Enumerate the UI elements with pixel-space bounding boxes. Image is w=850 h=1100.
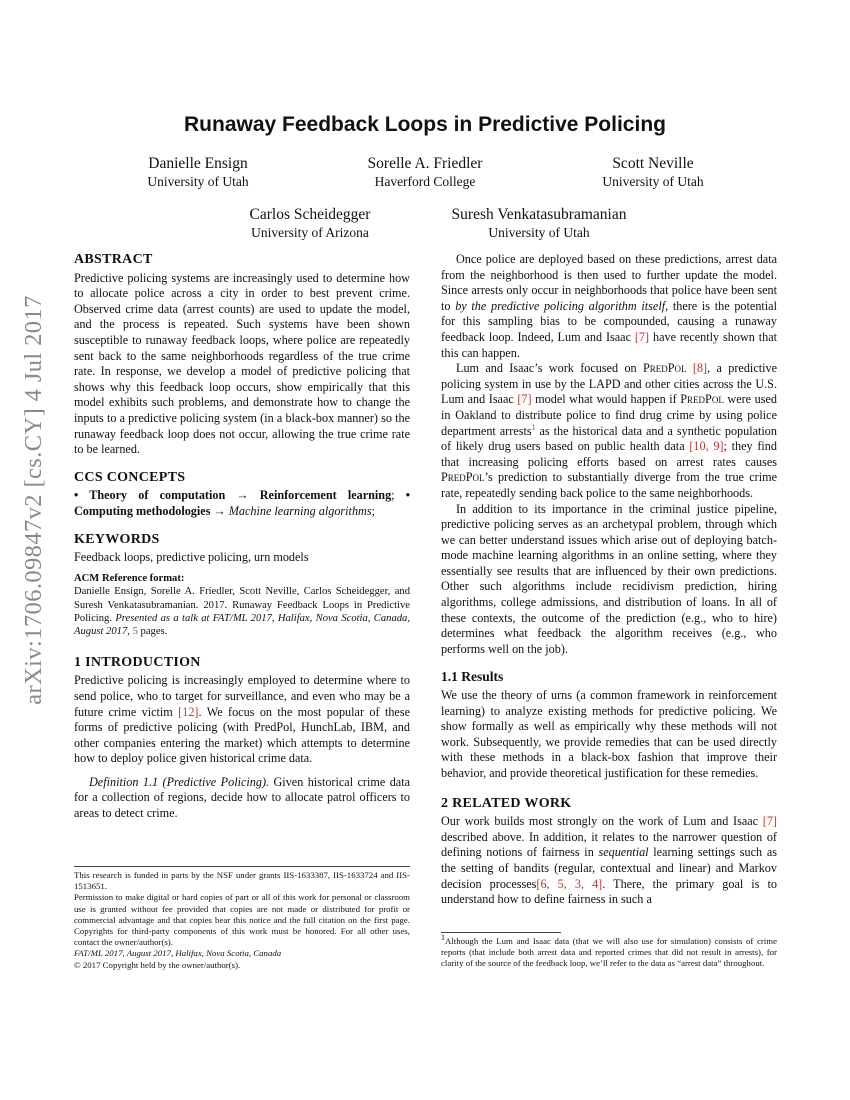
- related-work-paragraph: [441, 814, 777, 908]
- copyright-note: © 2017 Copyright held by the owner/author(s).: [74, 959, 241, 970]
- ccs-arrow: →: [236, 488, 249, 503]
- keywords-text: Feedback loops, predictive policing, urn models: [74, 550, 309, 565]
- author-affiliation: University of Utah: [602, 174, 704, 189]
- permission-note: Permission to make digital or hard copies of part or all of this work for personal or classroom use is granted without fee provided that copies are not made or distributed for profit or commercial advantage and that copies bear this notice and the full citation on the first page. Copyrights for third-party components of this work must be honored. For all other uses, contact the owner/author(s).: [74, 892, 410, 948]
- paragraph-text: Once police are deployed based on these predictions, arrest data from the neighborhood is then used to further update the model. Since arrests only occur in neighborhoods that police have been sent to: [441, 252, 777, 313]
- footnote-marker[interactable]: 1: [531, 422, 536, 432]
- paragraph-text: . There, the primary goal is to understand how to define fairness in such a: [441, 876, 777, 907]
- citation-link[interactable]: [7]: [634, 329, 650, 344]
- ccs-end: ;: [371, 503, 375, 518]
- ccs-heading: CCS CONCEPTS: [74, 469, 186, 485]
- citation-link[interactable]: [8]: [692, 361, 708, 376]
- paragraph-text: model what would happen if: [531, 392, 681, 407]
- author-block: [305, 155, 545, 191]
- related-work-heading: 2 RELATED WORK: [441, 795, 572, 811]
- author-affiliation: University of Utah: [488, 225, 590, 240]
- citation-link[interactable]: [7]: [762, 814, 777, 829]
- predpol-term: PredPol: [642, 361, 687, 376]
- paragraph-text: ’s prediction to substantially diverge from the true crime rate, repeatedly sending back police to the same neighborhoods.: [441, 470, 777, 500]
- paragraph-text: as the historical data and a synthetic population of likely drug users based on public health data: [441, 423, 777, 454]
- arxiv-id-text: arXiv:1706.09847v2 [cs.CY] 4 Jul 2017: [20, 295, 47, 705]
- author-affiliation: University of Utah: [147, 174, 249, 189]
- author-name: Carlos Scheidegger: [249, 206, 371, 223]
- paragraph-text: learning settings such as the setting of bandits (regular, contextual and linear) and Markov decision processes: [441, 845, 777, 891]
- left-footnotes: [74, 866, 410, 971]
- author-name: Sorelle A. Friedler: [367, 155, 483, 172]
- citation-link[interactable]: [7]: [517, 392, 532, 407]
- citation-link[interactable]: [12]: [178, 704, 199, 719]
- footnote-rule: [441, 932, 561, 933]
- footnote-rule: [74, 866, 410, 867]
- paragraph-text: Lum and Isaac’s work focused on: [456, 361, 643, 376]
- acm-ref-heading: ACM Reference format:: [74, 572, 185, 584]
- footnote-1: [441, 933, 777, 970]
- ccs-separator: ;: [391, 488, 406, 503]
- acm-ref-pages: pages.: [140, 626, 168, 638]
- paper-title: Runaway Feedback Loops in Predictive Policing: [184, 113, 666, 136]
- footnote-number: 1: [441, 933, 445, 943]
- intro-text: . We focus on the most popular of these forms of predictive policing (with PredPol, HunchLab, IBM, and other companies entering the market) which attempts to determine how to deploy police given historical crime data.: [74, 704, 410, 766]
- ccs-text: [74, 488, 410, 519]
- paragraph-text: , there is the potential for this sampling bias to be compounded, causing a runaway feedback loop. Indeed, Lum and Isaac: [441, 298, 777, 344]
- right-footnotes: [441, 932, 777, 970]
- right-paragraph-1: [441, 252, 777, 361]
- ccs-theory: • Theory of computation: [74, 488, 226, 503]
- funding-note: This research is funded in parts by the NSF under grants IIS-1633387, IIS-1633724 and IIS-1513651.: [74, 870, 410, 892]
- paragraph-italic: sequential: [598, 845, 649, 860]
- definition-label: Definition 1.1 (Predictive Policing).: [89, 774, 270, 789]
- ccs-rl: Reinforcement learning: [259, 488, 392, 503]
- intro-text: Predictive policing is increasingly employed to determine where to send police, who to target for surveillance, and even who may be a future crime victim: [74, 673, 410, 719]
- footnote-text: Although the Lum and Isaac data (that we will also use for simulation) consists of crime reports (that include both arrest data and reported crimes that did not result in arrests), for clarity of the source of the feedback loop, we’ll refer to the data as “arrest data” throughout.: [441, 936, 777, 969]
- results-paragraph: We use the theory of urns (a common framework in reinforcement learning) to analyze existing methods for predictive policing. We show formally as well as empirically why these methods will not work. Subsequently, we provide remedies that can be used directly with these methods in a black-box fashion that improve their behavior, and provide theoretical justification for these remedies.: [441, 688, 777, 780]
- predpol-term: PredPol: [680, 392, 724, 407]
- citation-link[interactable]: [10, 9]: [689, 439, 724, 454]
- paragraph-text: were used in Oakland to distribute police to find drug crime by using police department arrests: [441, 392, 777, 438]
- citation-link[interactable]: [6, 5, 3, 4]: [536, 876, 603, 891]
- paragraph-italic: by the predictive policing algorithm itself: [455, 298, 666, 313]
- intro-paragraph: [74, 673, 410, 767]
- paragraph-text: ; they find that increasing policing efforts based on arrest rates causes: [441, 439, 777, 469]
- pages-link[interactable]: 5: [132, 626, 138, 638]
- right-paragraph-2: [441, 361, 777, 501]
- abstract-heading: ABSTRACT: [74, 252, 153, 267]
- author-block: [419, 206, 659, 242]
- paragraph-text: described above. In addition, it relates to the narrower question of defining notions of fairness in: [441, 829, 777, 860]
- author-name: Scott Neville: [612, 155, 694, 172]
- paragraph-text: Our work builds most strongly on the work of Lum and Isaac: [441, 814, 763, 829]
- author-block: [190, 206, 430, 242]
- left-column: [74, 252, 410, 822]
- acm-reference: [74, 572, 410, 639]
- ccs-ml: Machine learning algorithms: [228, 503, 372, 518]
- abstract-text: Predictive policing systems are increasingly used to determine how to allocate police across a city in order to best prevent crime. Observed crime data (arrest counts) are used to update the model, and the process is repeated. Such systems have been shown susceptible to runaway feedback loops, where police are repeatedly sent back to the same neighborhoods regardless of the true crime rate. In response, we develop a model of predictive policing that shows why this feedback loop occurs, show empirically that this model exhibits such problems, and demonstrate how to change the inputs to a predictive policing system (in a black-box manner) so the runaway feedback loop does not occur, allowing the true crime rate to be learned.: [74, 270, 410, 457]
- author-block: [533, 155, 773, 191]
- definition: [74, 775, 410, 822]
- definition-text: Given historical crime data for a collection of regions, decide how to allocate patrol officers to areas to detect crime.: [74, 774, 410, 821]
- venue-note: FAT/ML 2017, August 2017, Halifax, Nova Scotia, Canada: [74, 948, 282, 959]
- right-column: [441, 252, 777, 908]
- intro-heading: 1 INTRODUCTION: [74, 654, 201, 670]
- author-affiliation: Haverford College: [374, 174, 476, 189]
- right-paragraph-3: In addition to its importance in the criminal justice pipeline, predictive policing serves as an archetypal problem, through which we can better understand issues which arise out of deploying batch-mode machine learning algorithms in an online setting, where they essentially see results that are influenced by their own predictions. Other such algorithms include recidivism prediction, hiring algorithms, college admissions, and distribution of loans. In all of these contexts, the outcome of the prediction (e.g., who to hire) determines what feedback the algorithm receives (e.g., who performs well on the job).: [441, 501, 777, 656]
- results-heading: 1.1 Results: [441, 669, 504, 685]
- acm-ref-text: Danielle Ensign, Sorelle A. Friedler, Scott Neville, Carlos Scheidegger, and Suresh Venkatasubramanian. 2017. Runaway Feedback Loops in Predictive Policing.: [74, 586, 410, 624]
- arxiv-identifier: [14, 295, 54, 705]
- author-name: Suresh Venkatasubramanian: [451, 206, 627, 223]
- ccs-computing: • Computing methodologies: [74, 488, 410, 518]
- predpol-term: PredPol: [441, 470, 485, 485]
- author-name: Danielle Ensign: [148, 155, 248, 172]
- paragraph-text: , a predictive policing system in use by the LAPD and other cities across the U.S. Lum and Isaac: [441, 361, 777, 407]
- author-block: [78, 155, 318, 191]
- paragraph-text: have recently shown that this can happen.: [441, 329, 777, 360]
- ccs-arrow: →: [213, 503, 226, 518]
- author-affiliation: University of Arizona: [251, 225, 369, 240]
- acm-ref-venue: Presented as a talk at FAT/ML 2017, Halifax, Nova Scotia, Canada, August 2017,: [74, 612, 410, 638]
- keywords-heading: KEYWORDS: [74, 531, 160, 547]
